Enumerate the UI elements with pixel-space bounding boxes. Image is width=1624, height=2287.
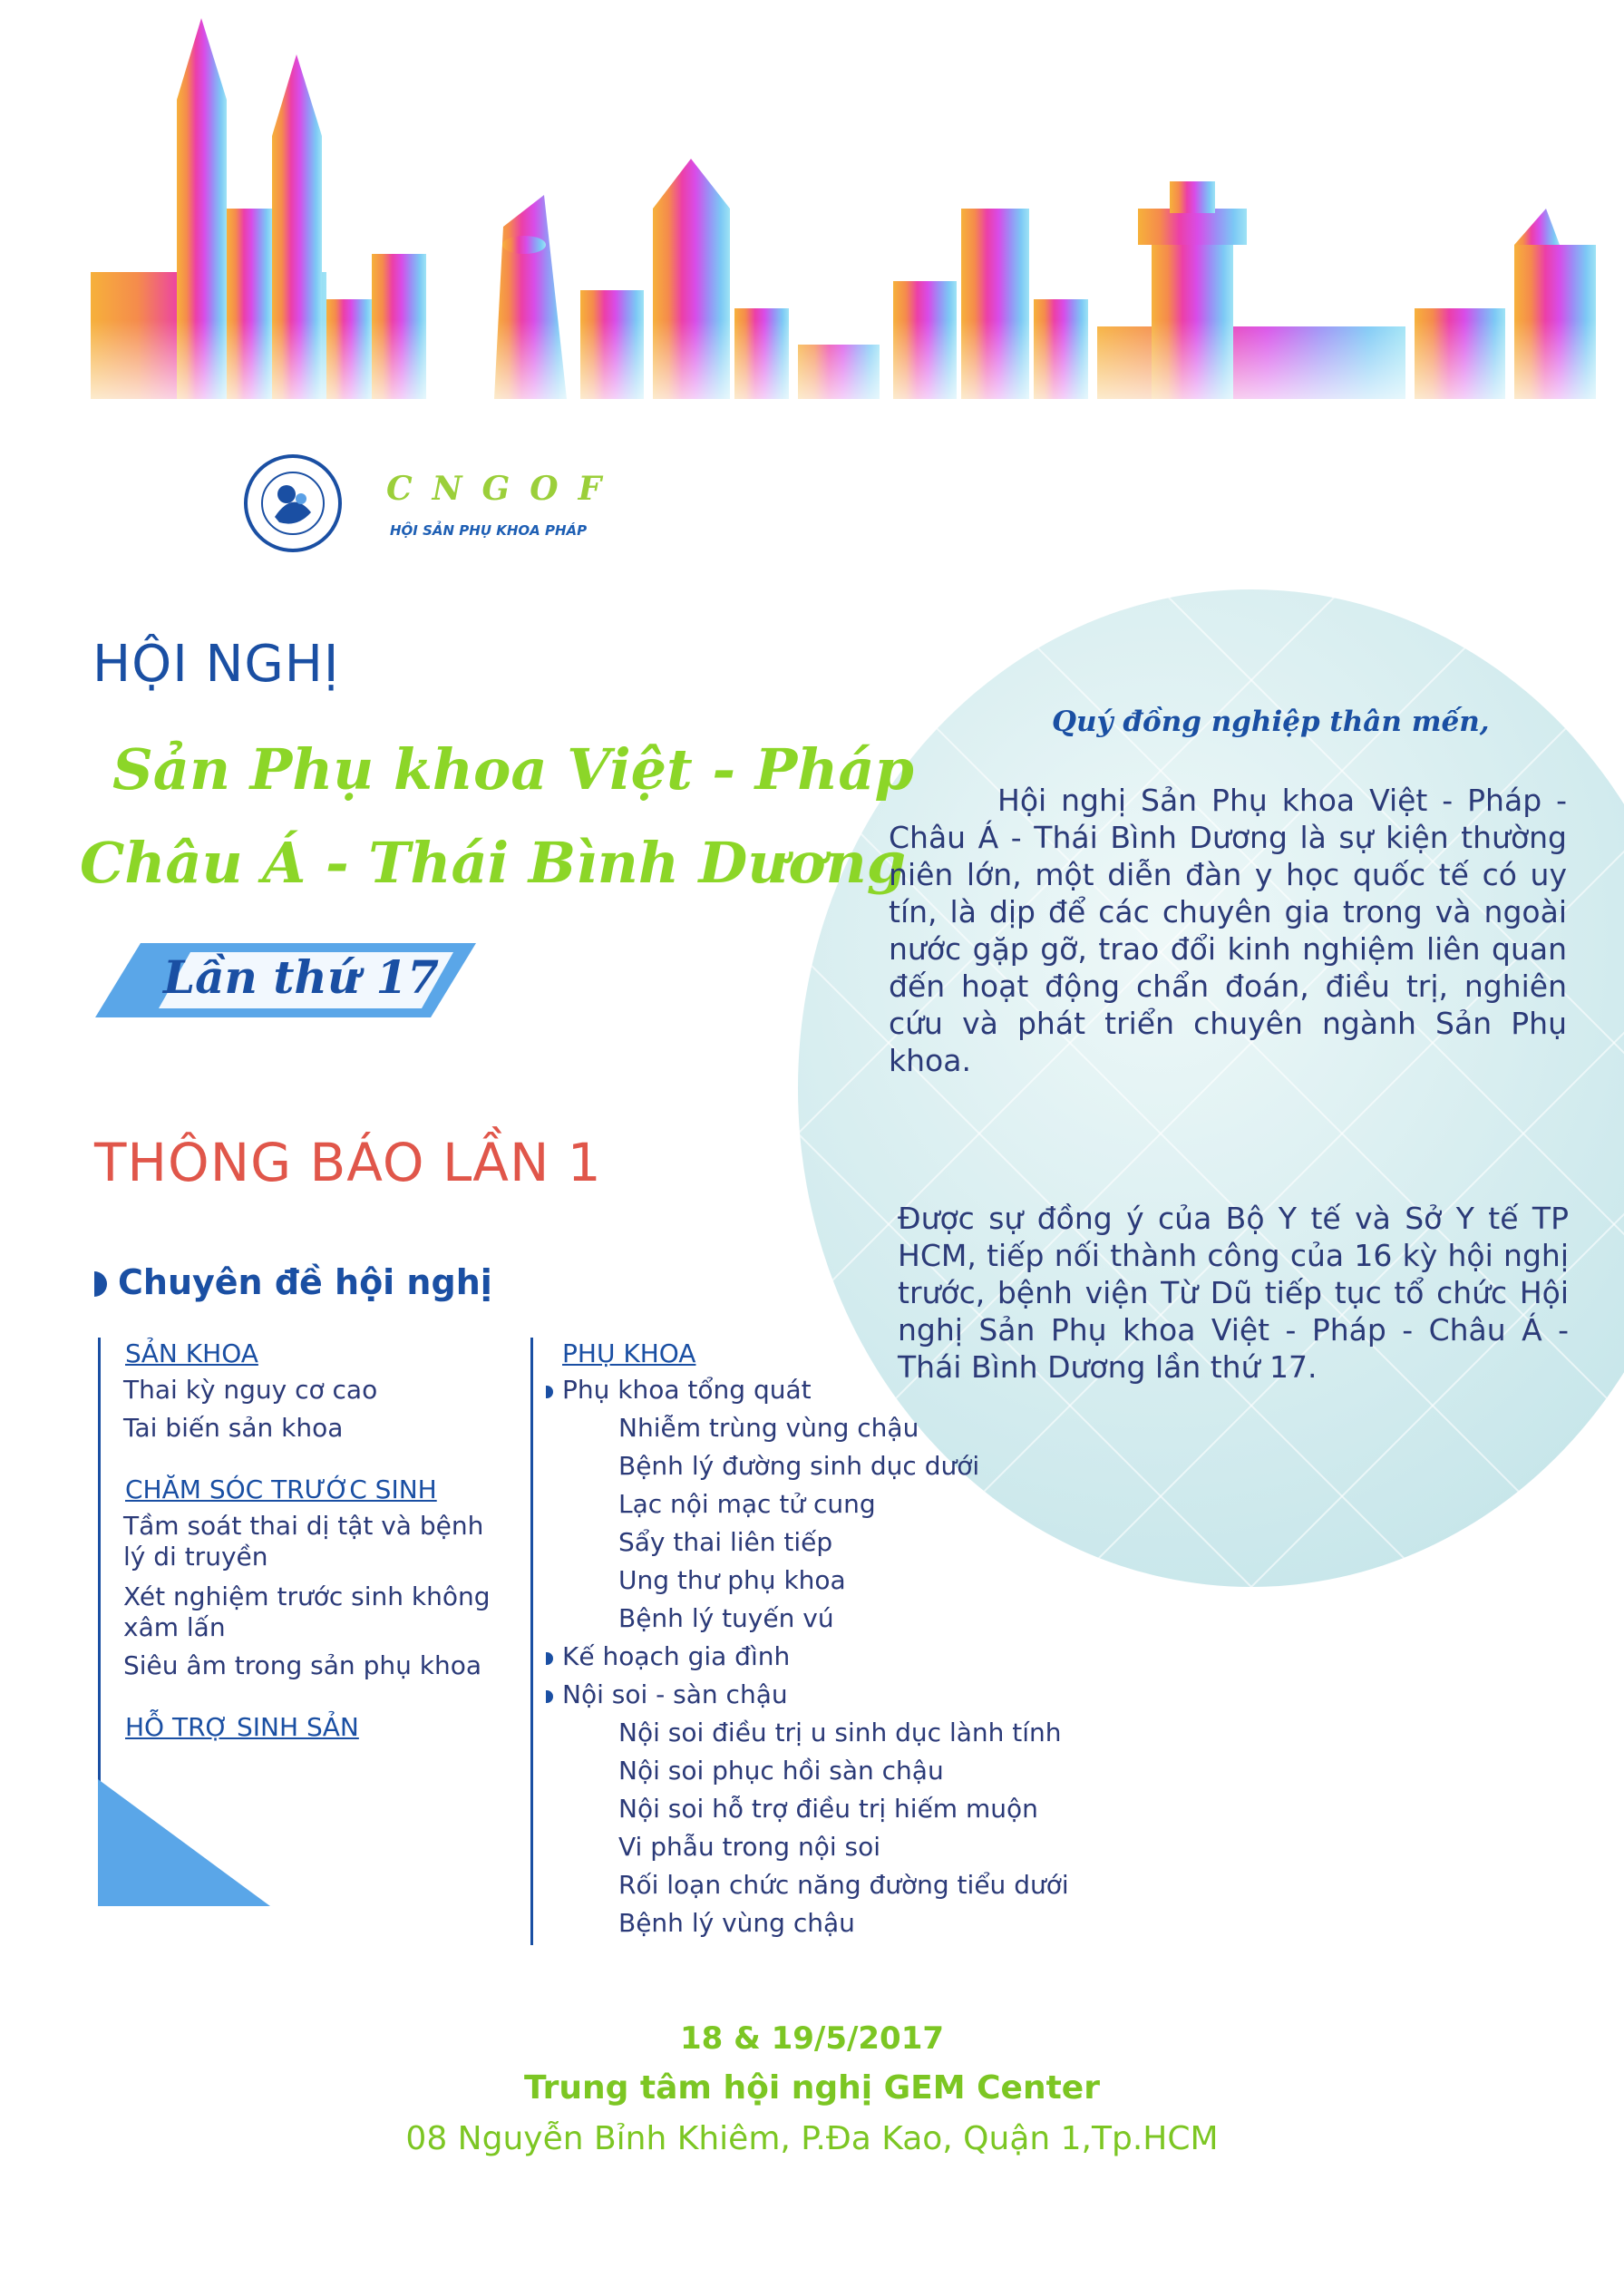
bullet-icon (546, 1652, 553, 1665)
list-item: Bệnh lý tuyến vú (618, 1603, 834, 1633)
list-item: Lạc nội mạc tử cung (618, 1489, 876, 1519)
event-venue: Trung tâm hội nghị GEM Center (524, 2069, 1100, 2107)
list-item-label: Nội soi - sàn chậu (562, 1679, 788, 1709)
event-date: 18 & 19/5/2017 (679, 2020, 945, 2057)
list-item: Nhiễm trùng vùng chậu (618, 1413, 919, 1443)
right-column-rule (530, 1338, 533, 1945)
conference-title-line-1: Sản Phụ khoa Việt - Pháp (112, 736, 914, 803)
section-obstetrics: SẢN KHOA (125, 1338, 258, 1368)
cngof-letters: CNGOF (386, 470, 622, 508)
letter-paragraph-1: Hội nghị Sản Phụ khoa Việt - Pháp - Châu Á - Thái Bình Dương là sự kiện thường niên lớn, một diễn đàn y học quốc tế có uy tín, là dịp để các chuyên gia trong và ngoài nước gặp gỡ, trao đổi kinh nghiệm liên quan đến hoạt động chẩn đoán, điều trị, nghiên cứu và phát triển chuyên ngành Sản Phụ khoa. (889, 783, 1567, 1078)
cngof-subtitle: HỘI SẢN PHỤ KHOA PHÁP (390, 522, 588, 539)
list-item: Thai kỳ nguy cơ cao (123, 1375, 378, 1405)
topics-heading-text: Chuyên đề hội nghị (118, 1262, 492, 1302)
list-item: Tầm soát thai dị tật và bệnh lý di truyền (123, 1511, 484, 1572)
list-item-label: Phụ khoa tổng quát (562, 1375, 812, 1405)
section-gynecology: PHỤ KHOA (562, 1338, 696, 1368)
list-item: Nội soi phục hồi sàn chậu (618, 1756, 944, 1786)
list-item-general (546, 1375, 812, 1405)
list-item: Nội soi điều trị u sinh dục lành tính (618, 1718, 1062, 1747)
list-item: Tai biến sản khoa (123, 1413, 344, 1443)
list-item: Xét nghiệm trước sinh không xâm lấn (123, 1581, 491, 1642)
list-item: Rối loạn chức năng đường tiểu dưới (618, 1870, 1069, 1900)
decorative-triangle (98, 1779, 270, 1906)
decorative-circle (798, 589, 1624, 1587)
section-reproductive: HỖ TRỢ SINH SẢN (125, 1712, 359, 1742)
edition-label: Lần thứ 17 (163, 950, 440, 1004)
list-item: Bệnh lý đường sinh dục dưới (618, 1451, 980, 1481)
list-item: Sẩy thai liên tiếp (618, 1527, 833, 1557)
list-item: Siêu âm trong sản phụ khoa (123, 1650, 481, 1680)
list-item-family (546, 1641, 790, 1671)
list-item: Vi phẫu trong nội soi (618, 1832, 881, 1862)
notice-title: THÔNG BÁO LẦN 1 (94, 1132, 602, 1193)
list-item: Ung thư phụ khoa (618, 1565, 846, 1595)
section-prenatal: CHĂM SÓC TRƯỚC SINH (125, 1474, 437, 1504)
conference-title-line-2: Châu Á - Thái Bình Dương (80, 830, 907, 896)
tu-du-hospital-logo (243, 453, 343, 553)
letter-paragraph-2: Được sự đồng ý của Bộ Y tế và Sở Y tế TP HCM, tiếp nối thành công của 16 kỳ hội nghị trước, bệnh viện Từ Dũ tiếp tục tổ chức Hội nghị Sản Phụ khoa Việt - Pháp - Châu Á - Thái Bình Dương lần thứ 17. (898, 1201, 1569, 1385)
list-item: Bệnh lý vùng chậu (618, 1908, 855, 1938)
topics-heading (94, 1262, 492, 1302)
left-column-rule (98, 1338, 101, 1791)
bullet-icon (546, 1690, 553, 1703)
event-address: 08 Nguyễn Bỉnh Khiêm, P.Đa Kao, Quận 1,Tp.HCM (405, 2120, 1219, 2157)
city-skyline-banner (0, 0, 1624, 426)
list-item: Nội soi hỗ trợ điều trị hiếm muộn (618, 1794, 1038, 1824)
cngof-logo (381, 464, 622, 555)
letter-greeting: Quý đồng nghiệp thân mến, (1052, 706, 1490, 738)
bullet-icon (546, 1386, 553, 1398)
list-item-label: Kế hoạch gia đình (562, 1641, 791, 1671)
bullet-icon (94, 1271, 107, 1297)
conference-label: HỘI NGHỊ (92, 635, 340, 694)
list-item-endoscopy (546, 1679, 788, 1709)
